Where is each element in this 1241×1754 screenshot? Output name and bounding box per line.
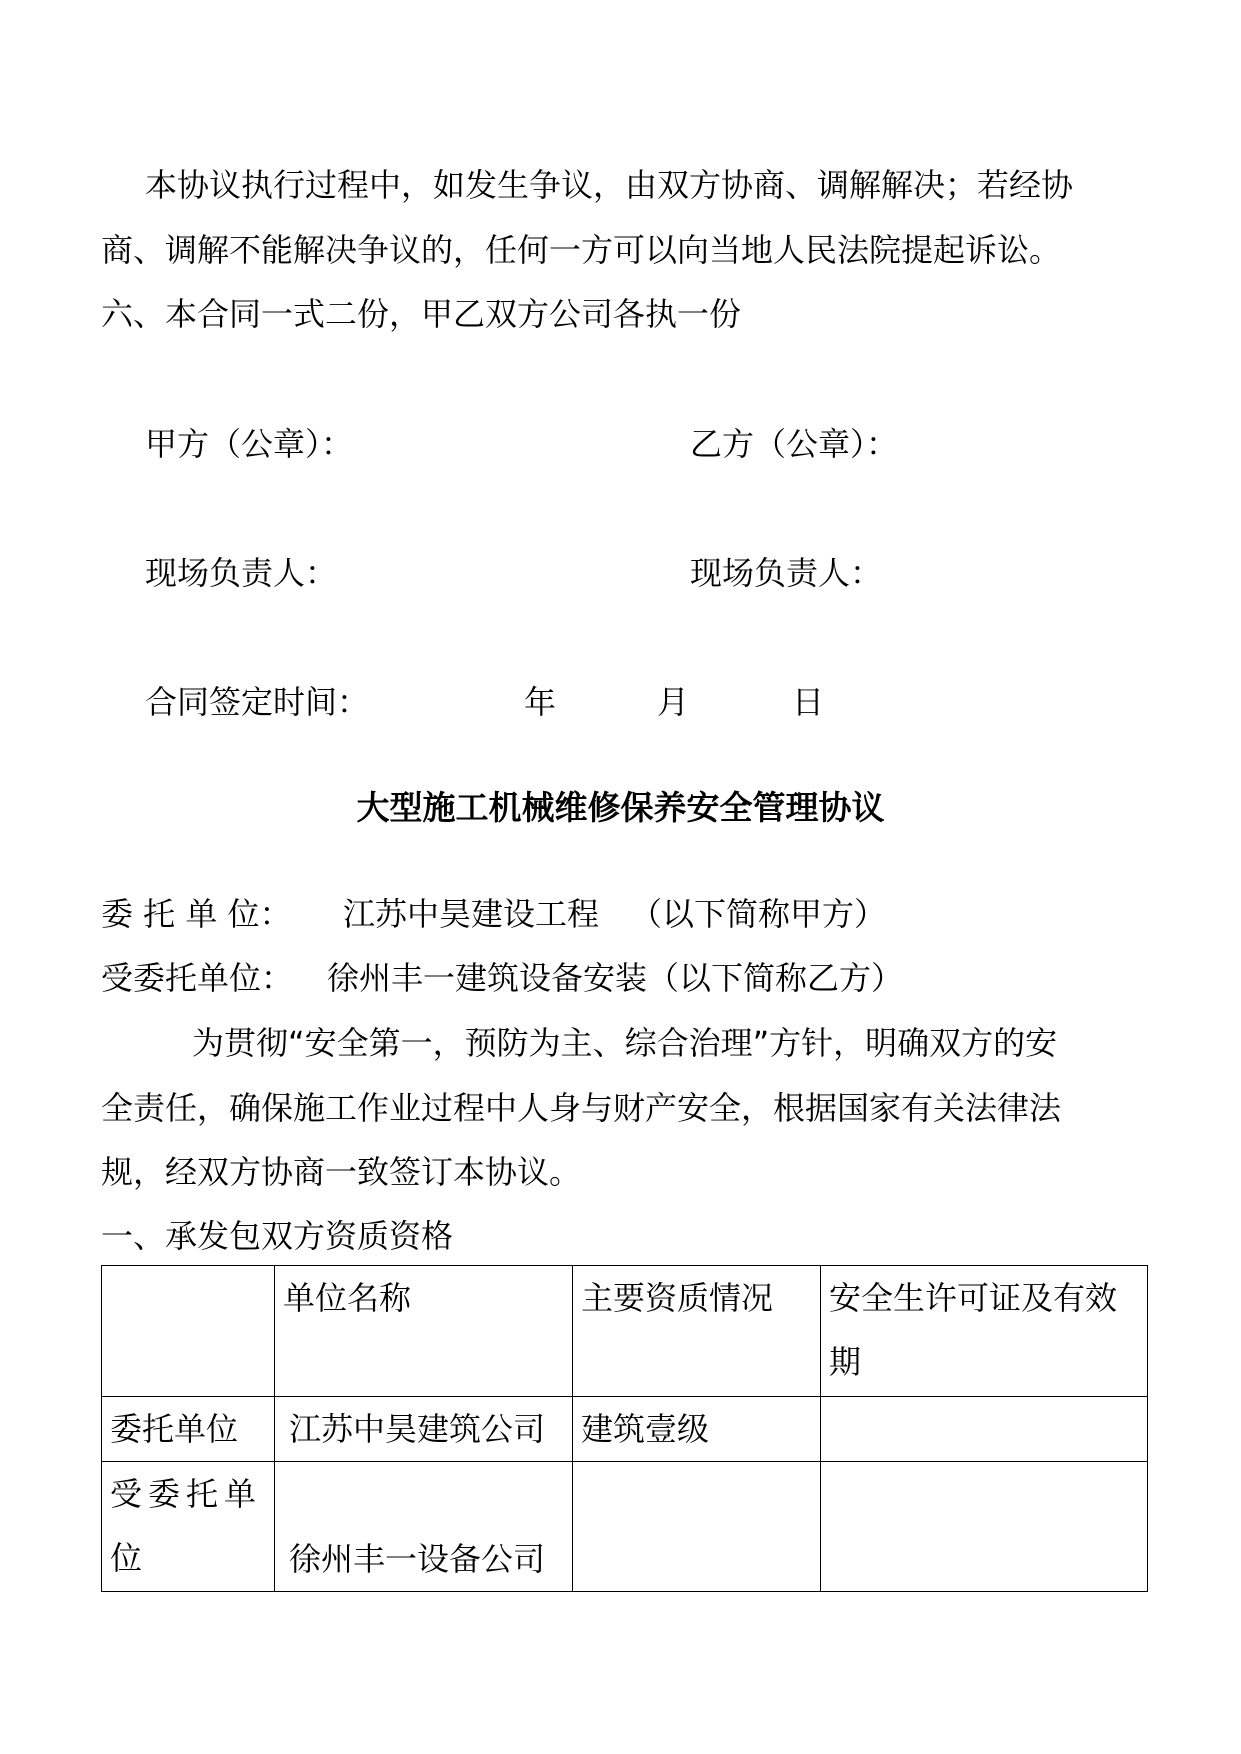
contractor-name: 徐州丰一建筑设备安装（以下简称乙方） — [327, 959, 904, 997]
intro-paragraph-line-2: 全责任，确保施工作业过程中人身与财产安全，根据国家有关法律法 — [101, 1089, 1062, 1127]
party-a-seal-label: 甲方（公章）： — [145, 425, 354, 463]
sign-date-day: 日 — [792, 683, 825, 721]
sign-date-year: 年 — [524, 683, 557, 721]
table-header-cell — [102, 1266, 275, 1397]
contractor-label: 受委托单位： — [101, 959, 294, 997]
table-cell — [821, 1397, 1148, 1462]
sign-date-month: 月 — [657, 683, 690, 721]
sign-date-label: 合同签定时间： — [145, 683, 370, 721]
table-cell: 江苏中昊建筑公司 — [275, 1397, 573, 1462]
client-note: （以下简称甲方） — [630, 895, 887, 933]
table-header-cell: 安全生许可证及有效期 — [821, 1266, 1148, 1397]
agreement-title: 大型施工机械维修保养安全管理协议 — [356, 788, 885, 827]
clause-six: 六、本合同一式二份，甲乙双方公司各执一份 — [101, 295, 742, 333]
table-header-cell: 单位名称 — [275, 1266, 573, 1397]
table-cell: 徐州丰一设备公司 — [275, 1462, 573, 1592]
table-cell: 建筑壹级 — [573, 1397, 821, 1462]
party-b-site-manager-label: 现场负责人： — [690, 554, 883, 592]
party-b-seal-label: 乙方（公章）： — [690, 425, 899, 463]
party-a-site-manager-label: 现场负责人： — [145, 554, 338, 592]
intro-paragraph-line-1: 为贯彻“安全第一，预防为主、综合治理”方针，明确双方的安 — [192, 1024, 1058, 1062]
table-cell: 委托单位 — [102, 1397, 275, 1462]
table-row — [102, 1397, 1148, 1462]
table-cell — [573, 1462, 821, 1592]
table-header-cell: 主要资质情况 — [573, 1266, 821, 1397]
dispute-paragraph-line-1: 本协议执行过程中，如发生争议，由双方协商、调解解决；若经协 — [145, 166, 1074, 204]
table-row — [102, 1462, 1148, 1592]
client-label: 委 托 单 位： — [101, 895, 292, 933]
table-cell: 受委托单位 — [102, 1462, 275, 1592]
table-header-row — [102, 1266, 1148, 1397]
intro-paragraph-line-3: 规，经双方协商一致签订本协议。 — [101, 1153, 582, 1191]
qualification-table — [101, 1265, 1148, 1592]
section-one-heading: 一、承发包双方资质资格 — [101, 1217, 454, 1255]
client-name: 江苏中昊建设工程 — [343, 895, 600, 933]
table-cell — [821, 1462, 1148, 1592]
dispute-paragraph-line-2: 商、调解不能解决争议的，任何一方可以向当地人民法院提起诉讼。 — [101, 231, 1062, 269]
